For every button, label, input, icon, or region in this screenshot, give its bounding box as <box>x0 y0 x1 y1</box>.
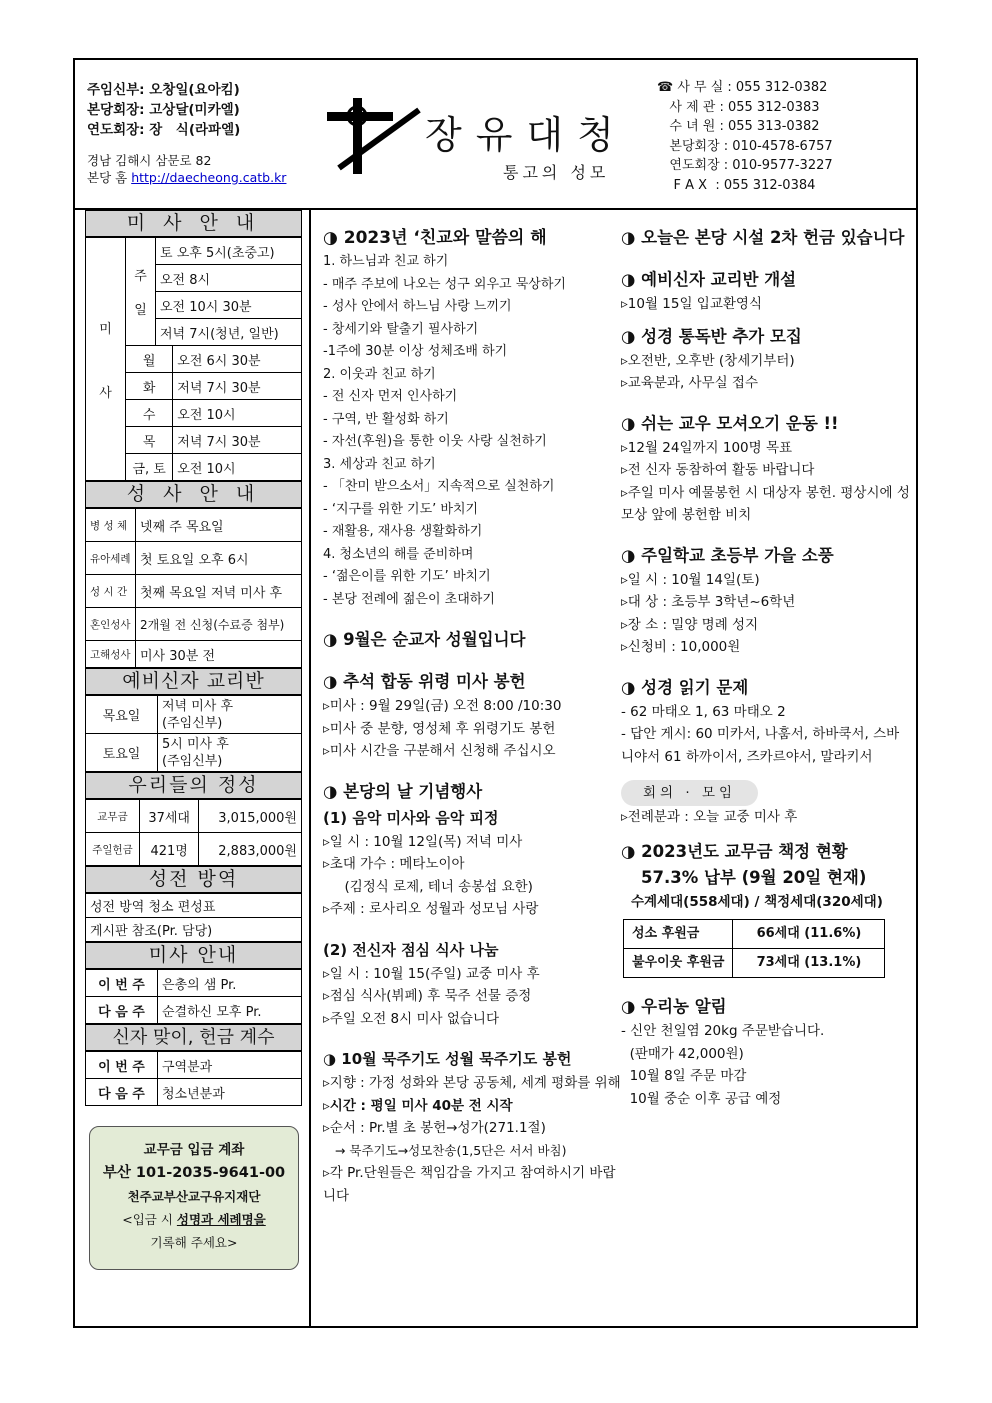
dues-table-value: 66세대 (11.6%) <box>733 920 885 949</box>
rosary-line: → 묵주기도→성모찬송(1,5단은 서서 바침) <box>323 1142 567 1158</box>
sunday-school-title: ◑ 주일학교 초등부 가을 소풍 <box>621 545 834 565</box>
offering-table <box>85 799 302 866</box>
duty-group: 순결하신 모후 Pr. <box>158 997 302 1024</box>
staff-pastor: 주임신부: 오창일(요아킴) <box>87 82 240 98</box>
offering-count: 37세대 <box>140 800 199 833</box>
catechumen-time <box>158 734 302 772</box>
rosary-line: ▹시간 : 평일 미사 40분 전 시작 <box>323 1097 513 1114</box>
sacrament-table <box>85 508 302 668</box>
cross-logo-icon <box>327 96 427 176</box>
bible-quiz-title: ◑ 성경 읽기 문제 <box>621 677 749 697</box>
lunch-title: (2) 전신자 점심 식사 나눔 <box>323 940 499 959</box>
bible-quiz-line: - 62 마태오 1, 63 마태오 2 <box>621 703 786 720</box>
mass-label <box>86 238 126 481</box>
sacrament-label: 고해성사 <box>86 641 136 668</box>
catechumen-open-line: ▹10월 15일 입교환영식 <box>621 296 763 312</box>
greet-group: 구역분과 <box>158 1052 302 1079</box>
sacrament-value: 미사 30분 전 <box>136 641 302 668</box>
resting-members-line: ▹12월 24일까지 100명 목표 <box>621 439 793 456</box>
meeting-line: ▹전례분과 : 오늘 교중 미사 후 <box>621 809 798 825</box>
duty-week: 다 음 주 <box>86 997 158 1024</box>
greet-week: 이 번 주 <box>86 1052 158 1079</box>
sacrament-value: 첫 토요일 오후 6시 <box>136 542 302 575</box>
bank-account-box <box>89 1126 299 1270</box>
bank-title: 교무금 입금 계좌 <box>143 1142 245 1158</box>
rosary-line: ▹지향 : 가정 성화와 본당 공동체, 세계 평화를 위해 <box>323 1075 621 1091</box>
martyr-month-title: ◑ 9월은 순교자 성월입니다 <box>323 630 526 649</box>
offering-title: 우리들의 정성 <box>85 772 302 799</box>
offering-count: 421명 <box>140 833 199 866</box>
address: 경남 김해시 삼문로 82 <box>87 153 212 168</box>
year-line: 3. 세상과 친교 하기 <box>323 456 436 472</box>
mass-schedule-title: 미 사 안 내 <box>85 210 302 237</box>
weekday-thu: 목 <box>126 427 173 454</box>
sunday-label-1: 주 <box>134 269 147 284</box>
concert-line: ▹일 시 : 10월 12일(목) 저녁 미사 <box>323 833 523 850</box>
weekday-wed: 수 <box>126 400 173 427</box>
year-line: - 본당 전례에 젊은이 초대하기 <box>323 591 495 607</box>
dues-table-label: 불우이웃 후원금 <box>624 949 733 978</box>
bulletin-subtitle: 통고의 성모 <box>503 163 610 182</box>
contact-yeondo: 연도회장 : 010-9577-3227 <box>657 158 833 173</box>
rosary-line: ▹순서 : Pr.별 초 봉헌→성가(271.1절) <box>323 1120 546 1136</box>
sunday-mass-4: 저녁 7시(청년, 일반) <box>156 319 302 346</box>
catechumen-time <box>158 696 302 734</box>
catechumen-time-note: (주임신부) <box>162 715 223 731</box>
resting-members-line: ▹전 신자 동참하여 활동 바랍니다 <box>621 462 815 478</box>
concert-line: ▹주제 : 로사리오 성월과 성모님 사랑 <box>323 901 539 917</box>
offering-amount: 3,015,000원 <box>199 800 302 833</box>
today-collection-title: ◑ 오늘은 본당 시설 2차 헌금 있습니다 <box>621 228 905 247</box>
year-line: 1. 하느님과 친교 하기 <box>323 254 449 269</box>
sacrament-label: 병 성 체 <box>86 509 136 542</box>
sacrament-value: 첫째 목요일 저녁 미사 후 <box>136 575 302 608</box>
bible-reading-line: ▹교육분과, 사무실 접수 <box>621 375 759 391</box>
resting-members-title: ◑ 쉬는 교우 모셔오기 운동 !! <box>621 413 839 433</box>
rosary-title: ◑ 10월 묵주기도 성월 묵주기도 봉헌 <box>323 1050 572 1068</box>
weekday-thu-time: 저녁 7시 30분 <box>173 427 302 454</box>
staff-yeondo: 연도회장: 장 식(라파엘) <box>87 122 241 138</box>
duty-week: 이 번 주 <box>86 970 158 997</box>
bulletin-title: 장유대청 <box>425 113 628 157</box>
concert-line: (김정식 로제, 테너 송봉섭 요한) <box>323 878 533 895</box>
contact-president: 본당회장 : 010-4578-6757 <box>657 138 833 154</box>
bible-quiz-line: - 답안 게시: 60 미카서, 나훔서, 하바쿡서, 스바니야서 61 하까이서, 즈카르야서, 말라키서 <box>621 726 900 765</box>
sacrament-value: 2개월 전 신청(수료증 첨부) <box>136 608 302 641</box>
cleaning-line: 게시판 참조(Pr. 담당) <box>86 918 302 942</box>
home-link[interactable]: http://daecheong.catb.kr <box>131 170 287 185</box>
catechumen-time-line: 5시 미사 후 <box>162 736 229 752</box>
farm-line: 10월 중순 이후 공급 예정 <box>621 1090 782 1107</box>
greeting-table <box>85 1051 302 1106</box>
year-line: - ‘젊은이를 위한 기도’ 바치기 <box>323 569 491 584</box>
catechumen-time-note: (주임신부) <box>162 753 223 769</box>
year-line: - 구역, 반 활성화 하기 <box>323 411 449 427</box>
chuseok-line: ▹미사 시간을 구분해서 신청해 주십시오 <box>323 743 556 759</box>
bank-owner: 천주교부산교구유지재단 <box>127 1189 261 1204</box>
year-line: - 재활용, 재사용 생활화하기 <box>323 524 483 539</box>
sacrament-title: 성 사 안 내 <box>85 481 302 508</box>
weekday-wed-time: 오전 10시 <box>173 400 302 427</box>
column-1 <box>323 225 621 1207</box>
sacrament-label: 혼인성사 <box>86 608 136 641</box>
sunday-label-2: 일 <box>134 303 147 318</box>
year-theme-list <box>323 251 621 611</box>
bible-reading-line: ▹오전반, 오후반 (창세기부터) <box>621 352 795 369</box>
meeting-label: 회의 · 모임 <box>621 780 758 806</box>
sunday-school-line: ▹대 상 : 초등부 3학년~6학년 <box>621 594 796 610</box>
lunch-line: ▹주일 오전 8시 미사 없습니다 <box>323 1010 499 1027</box>
mass-label-1: 미 <box>99 321 112 337</box>
year-theme-title: ◑ 2023년 ‘친교와 말씀의 해 <box>323 228 547 248</box>
lunch-line: ▹일 시 : 10월 15(주일) 교중 미사 후 <box>323 965 540 982</box>
year-line: 2. 이웃과 친교 하기 <box>323 366 436 382</box>
year-line: 4. 청소년의 해를 준비하며 <box>323 546 474 562</box>
offering-amount: 2,883,000원 <box>199 833 302 866</box>
parish-day-title: ◑ 본당의 날 기념행사 <box>323 781 483 801</box>
duty-group: 은총의 샘 Pr. <box>158 970 302 997</box>
sunday-mass-2: 오전 8시 <box>156 265 302 292</box>
weekday-mon-time: 오전 6시 30분 <box>173 346 302 373</box>
header <box>75 60 916 210</box>
catechumen-open-title: ◑ 예비신자 교리반 개설 <box>621 270 797 289</box>
contact-office: ☎ 사 무 실 : 055 312-0382 <box>657 80 828 95</box>
cleaning-title: 성전 방역 <box>85 866 302 893</box>
sacrament-value: 넷째 주 목요일 <box>136 509 302 542</box>
year-line: - 창세기와 탈출기 필사하기 <box>323 321 479 337</box>
mass-schedule-table <box>85 237 302 481</box>
sunday-mass-1: 토 오후 5시(초중고) <box>156 238 302 265</box>
weekday-fri-sat-time: 오전 10시 <box>173 454 302 481</box>
column-divider <box>309 210 311 1328</box>
contact-fax: F A X : 055 312-0384 <box>657 177 816 193</box>
farm-line: 10월 8일 주문 마감 <box>621 1068 747 1084</box>
rosary-line: ▹각 Pr.단원들은 책임감을 가지고 참여하시기 바랍니다 <box>323 1165 616 1204</box>
concert-line: ▹초대 가수 : 메타노이아 <box>323 856 465 872</box>
year-line: -1주에 30분 이상 성체조배 하기 <box>323 344 508 359</box>
chuseok-line: ▹미사 : 9월 29일(금) 오전 8:00 /10:30 <box>323 698 562 714</box>
cleaning-table <box>85 893 302 942</box>
catechumen-day: 목요일 <box>86 696 158 734</box>
weekday-tue: 화 <box>126 373 173 400</box>
bulletin-frame <box>73 58 918 1328</box>
farm-line: - 신안 천일염 20kg 주문받습니다. <box>621 1023 825 1039</box>
offering-label: 교무금 <box>86 800 140 833</box>
catechumen-time-line: 저녁 미사 후 <box>162 698 234 714</box>
dues-households: 수계세대(558세대) / 책정세대(320세대) <box>631 893 883 910</box>
greet-week: 다 음 주 <box>86 1079 158 1106</box>
sunday-mass-3: 오전 10시 30분 <box>156 292 302 319</box>
cleaning-line: 성전 방역 청소 편성표 <box>86 894 302 918</box>
contact-rectory: 사 제 관 : 055 312-0383 <box>657 99 820 115</box>
year-line: - 자선(후원)을 통한 이웃 사랑 실천하기 <box>323 434 547 449</box>
farm-line: (판매가 42,000원) <box>621 1045 744 1062</box>
year-line: - 성사 안에서 하느님 사랑 느끼기 <box>323 299 512 314</box>
mass-label-2: 사 <box>99 385 112 401</box>
year-line: - 전 신자 먼저 인사하기 <box>323 389 458 404</box>
chuseok-line: ▹미사 중 분향, 영성체 후 위령기도 봉헌 <box>323 720 556 737</box>
weekday-fri-sat: 금, 토 <box>126 454 173 481</box>
offering-label: 주일헌금 <box>86 833 140 866</box>
greet-group: 청소년분과 <box>158 1079 302 1106</box>
catechumen-day: 토요일 <box>86 734 158 772</box>
year-line: - 「찬미 받으소서」지속적으로 실천하기 <box>323 479 555 494</box>
resting-members-line: ▹주일 미사 예물봉헌 시 대상자 봉헌. 평상시에 성모상 앞에 봉헌함 비치 <box>621 484 910 523</box>
bank-account: 부산 101-2035-9641-00 <box>102 1165 286 1181</box>
contacts <box>657 78 833 195</box>
mass-duty-title: 미사 안내 <box>85 942 302 969</box>
concert-title: (1) 음악 미사와 음악 피정 <box>323 808 499 827</box>
sidebar <box>85 210 302 1106</box>
dues-table <box>623 919 885 978</box>
greeting-title: 신자 맞이, 헌금 계수 <box>85 1024 302 1051</box>
chuseok-title: ◑ 추석 합동 위령 미사 봉헌 <box>323 672 526 691</box>
dues-table-label: 성소 후원금 <box>624 920 733 949</box>
dues-table-value: 73세대 (13.1%) <box>733 949 885 978</box>
column-2 <box>621 225 911 1110</box>
bank-note-prefix: <입금 시 <box>122 1212 177 1227</box>
farm-title: ◑ 우리농 알림 <box>621 997 727 1016</box>
year-line: - ‘지구를 위한 기도’ 바치기 <box>323 501 479 517</box>
bible-reading-title: ◑ 성경 통독반 추가 모집 <box>621 326 802 346</box>
home-label: 본당 홈 <box>87 170 128 185</box>
catechumen-title: 예비신자 교리반 <box>85 668 302 695</box>
weekday-mon: 월 <box>126 346 173 373</box>
sunday-school-line: ▹장 소 : 밀양 명례 성지 <box>621 616 759 633</box>
weekday-tue-time: 저녁 7시 30분 <box>173 373 302 400</box>
staff-president: 본당회장: 고상달(미카엘) <box>87 102 240 118</box>
dues-title: ◑ 2023년도 교무금 책정 현황 <box>621 841 848 861</box>
catechumen-table <box>85 695 302 772</box>
bank-note-suffix: 기록해 주세요> <box>150 1235 238 1250</box>
lunch-line: ▹점심 식사(뷔페) 후 묵주 선물 증정 <box>323 988 532 1004</box>
sunday-school-line: ▹일 시 : 10월 14일(토) <box>621 571 760 588</box>
year-line: - 매주 주보에 나오는 성구 외우고 묵상하기 <box>323 276 566 292</box>
sunday-label <box>126 238 156 346</box>
bank-note-strong: 성명과 세례명을 <box>176 1212 266 1227</box>
mass-duty-table <box>85 969 302 1024</box>
contact-convent: 수 녀 원 : 055 313-0382 <box>657 119 820 134</box>
header-staff <box>87 80 286 186</box>
sunday-school-line: ▹신청비 : 10,000원 <box>621 639 741 655</box>
sacrament-label: 성 시 간 <box>86 575 136 608</box>
dues-paid: 57.3% 납부 (9월 20일 현재) <box>641 867 867 887</box>
sacrament-label: 유아세례 <box>86 542 136 575</box>
